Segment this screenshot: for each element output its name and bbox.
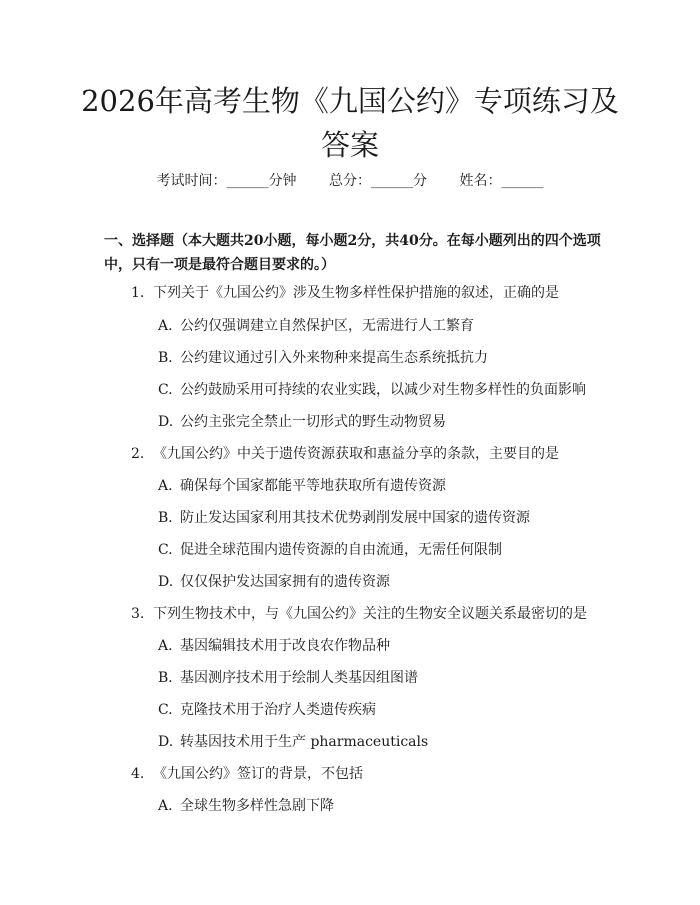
option-1d	[158, 411, 446, 431]
exam-info	[0, 170, 700, 190]
option-text: 全球生物多样性急剧下降	[180, 798, 334, 814]
option-letter: C.	[158, 382, 173, 398]
question-text: 《九国公约》签订的背景，不包括	[153, 766, 363, 782]
option-text: 促进全球范围内遗传资源的自由流通，无需任何限制	[180, 542, 502, 558]
question-text: 下列生物技术中，与《九国公约》关注的生物安全议题关系最密切的是	[153, 606, 587, 622]
option-text: 确保每个国家都能平等地获取所有遗传资源	[180, 478, 446, 494]
option-text: 基因测序技术用于绘制人类基因组图谱	[180, 670, 418, 686]
option-3b	[158, 667, 418, 687]
question-number: 2.	[131, 446, 145, 462]
option-3c	[158, 699, 376, 719]
option-text: 公约仅强调建立自然保护区，无需进行人工繁育	[180, 318, 474, 334]
option-4a	[158, 795, 334, 815]
option-2d	[158, 571, 390, 591]
question-number: 1.	[131, 285, 145, 301]
option-text: 公约建议通过引入外来物种来提高生态系统抵抗力	[180, 350, 488, 366]
exam-time-field: 考试时间：______分钟	[156, 173, 297, 189]
option-letter: B.	[158, 510, 173, 526]
option-1b	[158, 347, 488, 367]
option-3a	[158, 635, 390, 655]
option-1c	[158, 379, 586, 399]
question-3	[131, 603, 587, 623]
option-2c	[158, 539, 502, 559]
option-text: 公约主张完全禁止一切形式的野生动物贸易	[180, 414, 446, 430]
option-text: 基因编辑技术用于改良农作物品种	[180, 638, 390, 654]
option-letter: A.	[158, 478, 173, 494]
option-letter: D.	[158, 574, 174, 590]
question-2	[131, 443, 559, 463]
option-2b	[158, 507, 530, 527]
question-text: 下列关于《九国公约》涉及生物多样性保护措施的叙述，正确的是	[153, 285, 559, 301]
student-name-field: 姓名：______	[459, 173, 544, 189]
option-2a	[158, 475, 446, 495]
option-text: 仅仅保护发达国家拥有的遗传资源	[180, 574, 390, 590]
option-text: 公约鼓励采用可持续的农业实践，以减少对生物多样性的负面影响	[180, 382, 586, 398]
question-text: 《九国公约》中关于遗传资源获取和惠益分享的条款，主要目的是	[153, 446, 559, 462]
question-1	[131, 282, 559, 302]
option-text: 转基因技术用于生产 pharmaceuticals	[180, 734, 429, 750]
option-letter: B.	[158, 350, 173, 366]
question-number: 4.	[131, 766, 145, 782]
option-3d	[158, 731, 428, 751]
question-number: 3.	[131, 606, 145, 622]
option-text: 克隆技术用于治疗人类遗传疾病	[180, 702, 376, 718]
option-text: 防止发达国家利用其技术优势剥削发展中国家的遗传资源	[180, 510, 530, 526]
option-letter: D.	[158, 734, 174, 750]
document-title: 2026年高考生物《九国公约》专项练习及答案	[81, 84, 619, 162]
option-letter: C.	[158, 542, 173, 558]
option-letter: D.	[158, 414, 174, 430]
option-letter: C.	[158, 702, 173, 718]
option-1a	[158, 315, 474, 335]
section-heading: 一、选择题（本大题共20小题，每小题2分，共40分。在每小题列出的四个选项中，只有一项是最符合题目要求的。）	[104, 233, 601, 273]
option-letter: A.	[158, 638, 173, 654]
option-letter: A.	[158, 318, 173, 334]
option-letter: A.	[158, 798, 173, 814]
option-letter: B.	[158, 670, 173, 686]
question-4	[131, 763, 363, 783]
total-score-field: 总分：______分	[329, 173, 427, 189]
